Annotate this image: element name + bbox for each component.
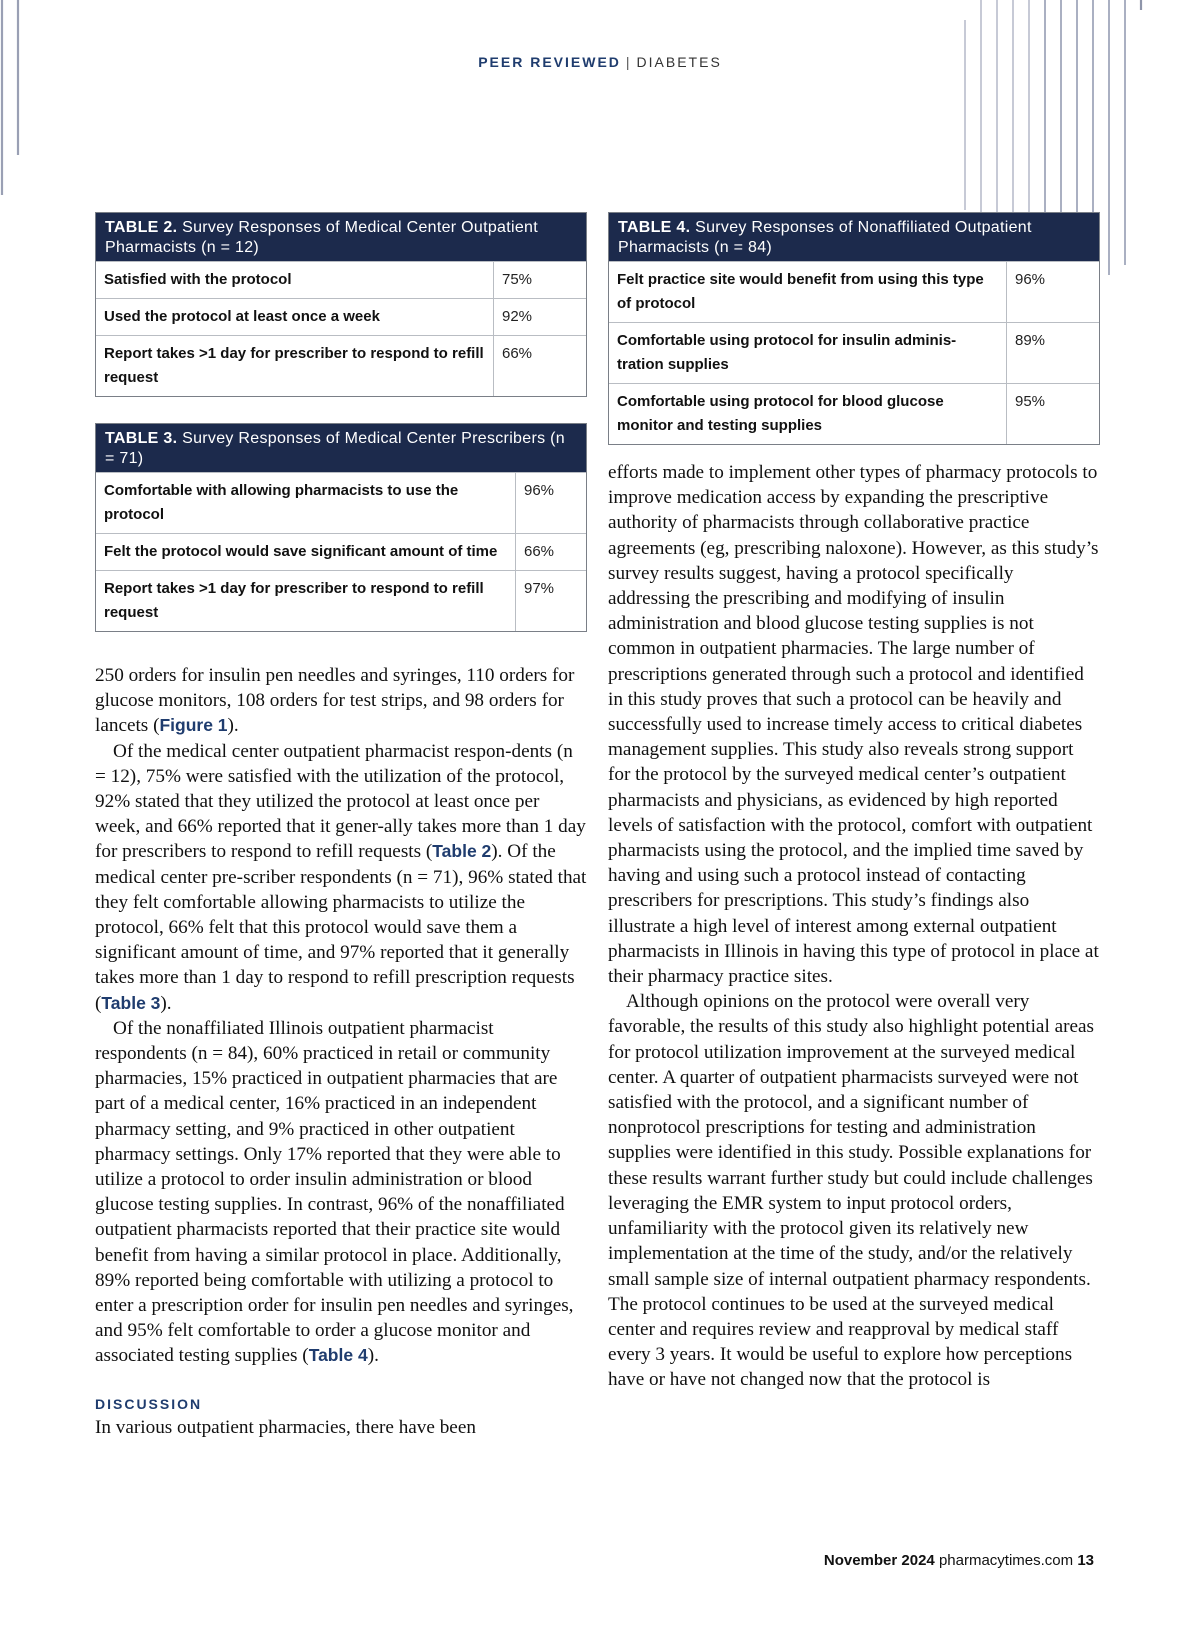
paragraph: Although opinions on the protocol were overall very favorable, the results of this study also highlight potential areas for protocol utilization improvement at the surveyed medical center. A quarter of outpatient pharmacists surveyed were not satisfied with the protocol, and a significant number of nonprotocol prescriptions for testing and administration supplies were identified in this study. Possible explanations for these results warrant further study but could include challenges leveraging the EMR system to input protocol orders, unfamiliarity with the protocol given its relatively new implementation at the time of the study, and/or the relatively small sample size of internal outpatient pharmacy respondents. The protocol continues to be used at the surveyed medical center and requires review and reapproval by medical staff every 3 years. It would be useful to explore how perceptions have or have not changed now that the protocol is (608, 991, 1094, 1391)
table-2 (95, 212, 587, 397)
page-number: 13 (1077, 1552, 1094, 1569)
text-run: ). (160, 992, 172, 1014)
page-footer (824, 1552, 1094, 1569)
table-2-link[interactable]: Table 2 (432, 841, 492, 862)
table-2-title: Survey Responses of Medical Center Outpatient Pharmacists (n = 12) (105, 219, 538, 256)
body-left-column (95, 663, 587, 1440)
table-4-item: Comfortable using protocol for insulin adminis-tration supplies (609, 323, 1007, 383)
text-run: Of the nonaffiliated Illinois outpatient pharmacist respondents (n = 84), 60% practiced in retail or community pharmacies, 15% practiced in outpatient pharmacies that are part of a medical center, 16% practiced in an independent pharmacy setting, and 9% practiced in other outpatient pharmacy settings. Only 17% reported that they were able to utilize a protocol to order insulin administration or blood glucose testing supplies. In contrast, 96% of the nonaffiliated outpatient pharmacists reported that their practice site would benefit from having a similar protocol in place. Additionally, 89% reported being comfortable with utilizing a protocol to enter a prescription order for insulin pen needles and syringes, and 95% felt comfortable to order a glucose monitor and associated testing supplies ( (95, 1017, 574, 1367)
table-3-item: Report takes >1 day for prescriber to respond to refill request (96, 571, 516, 631)
table-3-title: Survey Responses of Medical Center Prescribers (n = 71) (105, 430, 565, 467)
table-row (96, 533, 586, 570)
table-row (609, 383, 1099, 444)
table-4-value: 89% (1015, 332, 1046, 349)
table-4 (608, 212, 1100, 445)
table-row (609, 322, 1099, 383)
table-row (609, 261, 1099, 322)
text-run: 250 orders for insulin pen needles and syringes, 110 orders for glucose monitors, 108 orders for test strips, and 98 orders for lancets ( (95, 665, 575, 737)
table-4-link[interactable]: Table 4 (308, 1345, 368, 1366)
paragraph: efforts made to implement other types of pharmacy protocols to improve medication access by expanding the prescriptive authority of pharmacists through collaborative practice agreements (eg, prescribing naloxone). However, as this study’s survey results suggest, having a protocol specifically addressing the prescribing and modifying of insulin administration and blood glucose testing supplies is not common in outpatient pharmacies. The large number of prescriptions generated through such a protocol and identified in this study proves that such a protocol can be heavily and successfully used to increase timely access to critical diabetes management supplies. This study also reveals strong support for the protocol by the surveyed medical center’s outpatient pharmacists and physicians, as evidenced by high reported levels of satisfaction with the protocol, comfort with outpatient pharmacists using the protocol, and the implied time saved by having and using such a protocol instead of contacting prescribers for prescriptions. This study’s findings also illustrate a high level of interest among external outpatient pharmacists in Illinois in having this type of protocol in place at their pharmacy practice sites. (608, 462, 1099, 988)
table-4-item: Comfortable using protocol for blood glucose monitor and testing supplies (609, 384, 1007, 444)
table-row (96, 570, 586, 631)
paragraph: In various outpatient pharmacies, there have been (95, 1416, 476, 1438)
table-4-value: 96% (1015, 271, 1046, 288)
table-4-label: TABLE 4. (618, 219, 691, 236)
header-separator: | (625, 54, 632, 70)
running-header (0, 54, 1200, 70)
table-3-item: Felt the protocol would save significant amount of time (96, 534, 516, 570)
table-2-item: Satisfied with the protocol (96, 262, 494, 298)
table-row (96, 335, 586, 396)
table-3-value: 97% (524, 580, 555, 597)
topic-label: DIABETES (636, 54, 722, 70)
website: pharmacytimes.com (938, 1552, 1074, 1569)
issue-date: November 2024 (823, 1552, 935, 1569)
table-3-label: TABLE 3. (105, 430, 178, 447)
figure-1-link[interactable]: Figure 1 (159, 715, 228, 736)
section-label: PEER REVIEWED (478, 54, 621, 70)
text-run: ). Of the medical center pre-scriber respondents (n = 71), 96% stated that they felt comfortable allowing pharmacists to utilize the protocol, 66% felt that this protocol would save them a significant amount of time, and 97% reported that it generally takes more than 1 day to respond to refill prescription requests ( (95, 841, 587, 1014)
paragraph (95, 739, 587, 1016)
table-4-title: Survey Responses of Nonaffiliated Outpatient Pharmacists (n = 84) (618, 219, 1032, 256)
body-right-column (608, 460, 1100, 1393)
table-4-caption (609, 213, 1099, 261)
table-3-caption (96, 424, 586, 472)
table-2-item: Report takes >1 day for prescriber to respond to refill request (96, 336, 494, 396)
table-4-item: Felt practice site would benefit from using this type of protocol (609, 262, 1007, 322)
table-2-value: 75% (502, 271, 533, 288)
table-2-label: TABLE 2. (105, 219, 178, 236)
table-row (96, 298, 586, 335)
table-3-item: Comfortable with allowing pharmacists to use the protocol (96, 473, 516, 533)
table-3 (95, 423, 587, 632)
paragraph (95, 1016, 587, 1369)
table-3-link[interactable]: Table 3 (101, 992, 161, 1013)
table-2-value: 92% (502, 308, 533, 325)
table-row (96, 261, 586, 298)
discussion-heading: DISCUSSION (95, 1395, 203, 1412)
table-2-item: Used the protocol at least once a week (96, 299, 494, 335)
text-run: ). (367, 1345, 379, 1367)
text-run: ). (227, 715, 239, 737)
table-2-caption (96, 213, 586, 261)
table-3-value: 66% (524, 543, 555, 560)
table-2-value: 66% (502, 345, 533, 362)
table-3-value: 96% (524, 482, 555, 499)
text-run: Of the medical center outpatient pharmacist respon-dents (n = 12), 75% were satisfied with the utilization of the protocol, 92% stated that they utilized the protocol at least once per week, and 66% reported that it gener-ally takes more than 1 day for prescribers to respond to refill requests ( (95, 740, 586, 863)
paragraph (95, 663, 587, 739)
table-4-value: 95% (1015, 393, 1046, 410)
table-row (96, 472, 586, 533)
